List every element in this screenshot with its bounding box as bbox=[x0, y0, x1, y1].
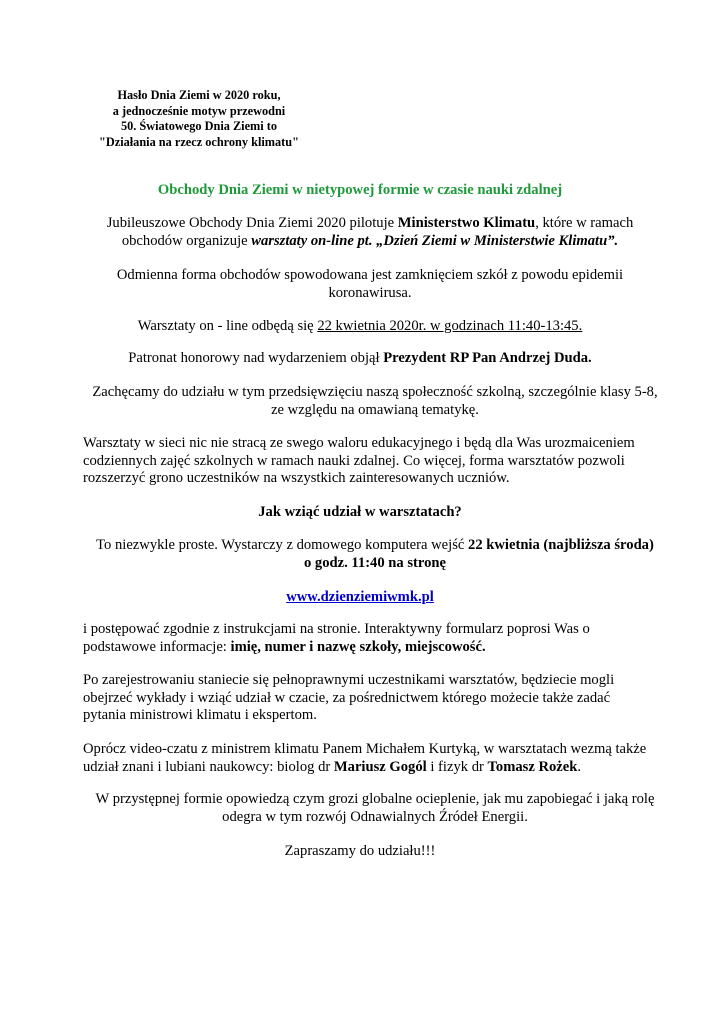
scientists-paragraph bbox=[83, 741, 683, 776]
howto-text: To niezwykle proste. Wystarczy z domowego komputera wejść bbox=[96, 537, 469, 553]
value-line-3: rozszerzyć grono uczestników na wszystkich zainteresowanych uczniów. bbox=[83, 470, 510, 487]
encourage-paragraph bbox=[70, 384, 680, 419]
intro-line-2 bbox=[80, 233, 660, 251]
date-time-underlined: 22 kwietnia 2020r. w godzinach 11:40-13:45. bbox=[317, 318, 583, 334]
date-text: Warsztaty on - line odbędą się bbox=[137, 318, 318, 334]
howto-date: 22 kwietnia (najbliższa środa) bbox=[468, 537, 654, 553]
patron-name: Prezydent RP Pan Andrzej Duda. bbox=[383, 350, 592, 366]
instructions-text: podstawowe informacje: bbox=[83, 638, 231, 655]
registration-paragraph bbox=[83, 672, 683, 725]
scientist-physicist: Tomasz Rożek bbox=[487, 758, 578, 775]
section-heading: Obchody Dnia Ziemi w nietypowej formie w czasie nauki zdalnej bbox=[157, 182, 563, 198]
value-paragraph bbox=[83, 435, 683, 488]
patronage-paragraph bbox=[0, 350, 720, 368]
scientist-biologist: Mariusz Gogól bbox=[333, 758, 427, 775]
intro-text-organizes: obchodów organizuje bbox=[121, 232, 252, 249]
scientists-line-1: Oprócz video-czatu z ministrem klimatu Panem Michałem Kurtyką, w warsztatach wezmą także bbox=[83, 741, 647, 757]
patronage-text: Patronat honorowy nad wydarzeniem objął bbox=[128, 350, 384, 366]
registration-line-3: pytania ministrowi klimatu i ekspertom. bbox=[83, 707, 317, 724]
scientists-period: . bbox=[577, 758, 582, 775]
scientists-text: udział znani i lubiani naukowcy: biolog dr bbox=[83, 758, 334, 775]
ministry-name: Ministerstwo Klimatu bbox=[397, 215, 536, 231]
workshop-title: warsztaty on-line pt. „Dzień Ziemi w Ministerstwie Klimatu”. bbox=[251, 232, 619, 249]
invitation: Zapraszamy do udziału!!! bbox=[284, 843, 436, 859]
topics-paragraph bbox=[70, 791, 680, 826]
link-line bbox=[0, 589, 720, 607]
instructions-paragraph bbox=[83, 621, 683, 656]
registration-line-1: Po zarejestrowaniu staniecie się pełnoprawnymi uczestnikami warsztatów, będziecie mogli bbox=[83, 672, 615, 688]
reason-line-2: koronawirusa. bbox=[328, 284, 412, 301]
registration-line-2: obejrzeć wykłady i wziąć udział w czacie, za pośrednictwem którego możecie także zadać bbox=[83, 689, 611, 706]
howto-line-2 bbox=[70, 555, 680, 573]
motto-line-1: Hasło Dnia Ziemi w 2020 roku, bbox=[117, 88, 281, 102]
instructions-line-2 bbox=[83, 639, 683, 657]
value-line-1: Warsztaty w sieci nic nie stracą ze swego waloru edukacyjnego i będą dla Was urozmaiceniem bbox=[83, 435, 635, 451]
intro-text-continued: , które w ramach bbox=[535, 215, 634, 231]
howto-heading bbox=[0, 504, 720, 522]
intro-text: Jubileuszowe Obchody Dnia Ziemi 2020 pilotuje bbox=[106, 215, 398, 231]
scientists-line-2 bbox=[83, 759, 683, 777]
motto-block bbox=[80, 88, 318, 151]
encourage-line-2: ze względu na omawianą tematykę. bbox=[271, 401, 479, 418]
reason-paragraph bbox=[60, 267, 680, 302]
howto-heading-text: Jak wziąć udział w warsztatach? bbox=[258, 504, 462, 520]
howto-line-1 bbox=[70, 537, 680, 555]
date-paragraph bbox=[0, 318, 720, 336]
motto-line-3: 50. Światowego Dnia Ziemi to bbox=[120, 119, 278, 134]
topics-line-1: W przystępnej formie opowiedzą czym grozi globalne ocieplenie, jak mu zapobiegać i jaką rolę bbox=[95, 791, 655, 807]
required-info: imię, numer i nazwę szkoły, miejscowość. bbox=[230, 638, 486, 655]
howto-time: o godz. 11:40 na stronę bbox=[303, 554, 447, 571]
intro-paragraph bbox=[80, 215, 660, 250]
scientists-text-and: i fizyk dr bbox=[426, 758, 488, 775]
intro-line-1 bbox=[80, 215, 660, 233]
howto-paragraph bbox=[70, 537, 680, 572]
instructions-line-1: i postępować zgodnie z instrukcjami na stronie. Interaktywny formularz poprosi Was o bbox=[83, 621, 590, 637]
encourage-line-1: Zachęcamy do udziału w tym przedsięwzięciu naszą społeczność szkolną, szczególnie klasy 5-8, bbox=[92, 384, 658, 400]
value-line-2: codziennych zajęć szkolnych w ramach nauki zdalnej. Co więcej, forma warsztatów pozwoli bbox=[83, 452, 625, 469]
topics-line-2: odegra w tym rozwój Odnawialnych Źródeł Energii. bbox=[222, 808, 528, 825]
website-link[interactable]: www.dzienziemiwmk.pl bbox=[286, 589, 434, 605]
motto-line-4: "Działania na rzecz ochrony klimatu" bbox=[99, 135, 299, 150]
motto-line-2: a jednocześnie motyw przewodni bbox=[112, 103, 286, 118]
reason-line-1: Odmienna forma obchodów spowodowana jest zamknięciem szkół z powodu epidemii bbox=[116, 267, 624, 283]
